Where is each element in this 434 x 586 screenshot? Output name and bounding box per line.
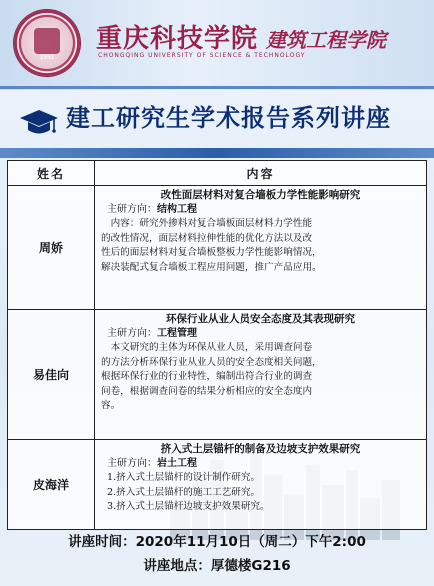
university-seal-logo: 1951 (14, 10, 80, 76)
lecture-content (95, 186, 427, 310)
table-row (8, 440, 427, 530)
lecture-body-line: 根据环保行业的行业特性，编制出符合行业的调查 (101, 371, 313, 383)
lecture-place: 讲座地点：厚德楼G216 (143, 558, 291, 574)
university-name-en: CHONGQING UNIVERSITY OF SCIENCE & TECHNOLOGY (98, 52, 306, 59)
header-banner (0, 0, 434, 90)
school-name: 建筑工程学院 (266, 28, 386, 52)
page-title: 建工研究生学术报告系列讲座 (66, 104, 391, 132)
table-header-row (8, 161, 427, 186)
speaker-name: 皮海洋 (8, 440, 95, 530)
table-row (8, 310, 427, 440)
lecture-body-line: 解决装配式复合墙板工程应用问题，推广产品应用。 (101, 261, 322, 273)
lecture-item: 2.挤入式土层锚杆的施工工艺研究。 (107, 486, 261, 498)
research-direction: 主研方向：结构工程 (107, 204, 197, 215)
lecture-body-line: 本文研究的主体为环保从业人员，采用调查问卷 (110, 342, 313, 353)
lecture-body-line: 问卷，根据调查问卷的结果分析相应的安全态度内 (101, 385, 313, 397)
lecture-time: 讲座时间：2020年11月10日（周二）下午2:00 (68, 534, 366, 550)
title-underline (0, 148, 434, 158)
lecture-content (95, 310, 427, 440)
col-header-content: 内容 (95, 161, 427, 186)
university-name: 重庆科技学院 (96, 24, 259, 54)
lecture-title: 改性面层材料对复合墙板力学性能影响研究 (160, 189, 361, 201)
header-divider (0, 86, 434, 89)
research-direction: 主研方向：岩土工程 (107, 458, 197, 469)
lecture-body-line: 的方法分析环保行业从业人员的安全态度相关问题， (101, 356, 322, 368)
title-row (0, 92, 434, 142)
lecture-body-line: 性后的面层材料对复合墙板整板力学性能影响情况， (101, 247, 322, 259)
lecture-body-line: 的改性情况，面层材料拉伸性能的优化方法以及改 (101, 232, 313, 244)
research-direction: 主研方向：工程管理 (107, 328, 197, 339)
lecture-item: 1.挤入式土层锚杆的设计制作研究。 (107, 472, 261, 483)
table-row (8, 186, 427, 310)
lecture-schedule-table (7, 160, 427, 530)
lecture-title: 挤入式土层锚杆的制备及边坡支护效果研究 (160, 443, 361, 455)
lecture-body-line: 容。 (101, 400, 121, 412)
col-header-name: 姓名 (8, 161, 95, 186)
lecture-content (95, 440, 427, 530)
graduation-cap-icon (20, 110, 58, 136)
speaker-name: 周娇 (8, 186, 95, 310)
lecture-body-line: 内容：研究外掺料对复合墙板面层材料力学性能 (110, 218, 313, 229)
lecture-title: 环保行业从业人员安全态度及其表现研究 (166, 313, 355, 325)
lecture-item: 3.挤入式土层锚杆边坡支护效果研究。 (107, 501, 270, 513)
speaker-name: 易佳向 (8, 310, 95, 440)
